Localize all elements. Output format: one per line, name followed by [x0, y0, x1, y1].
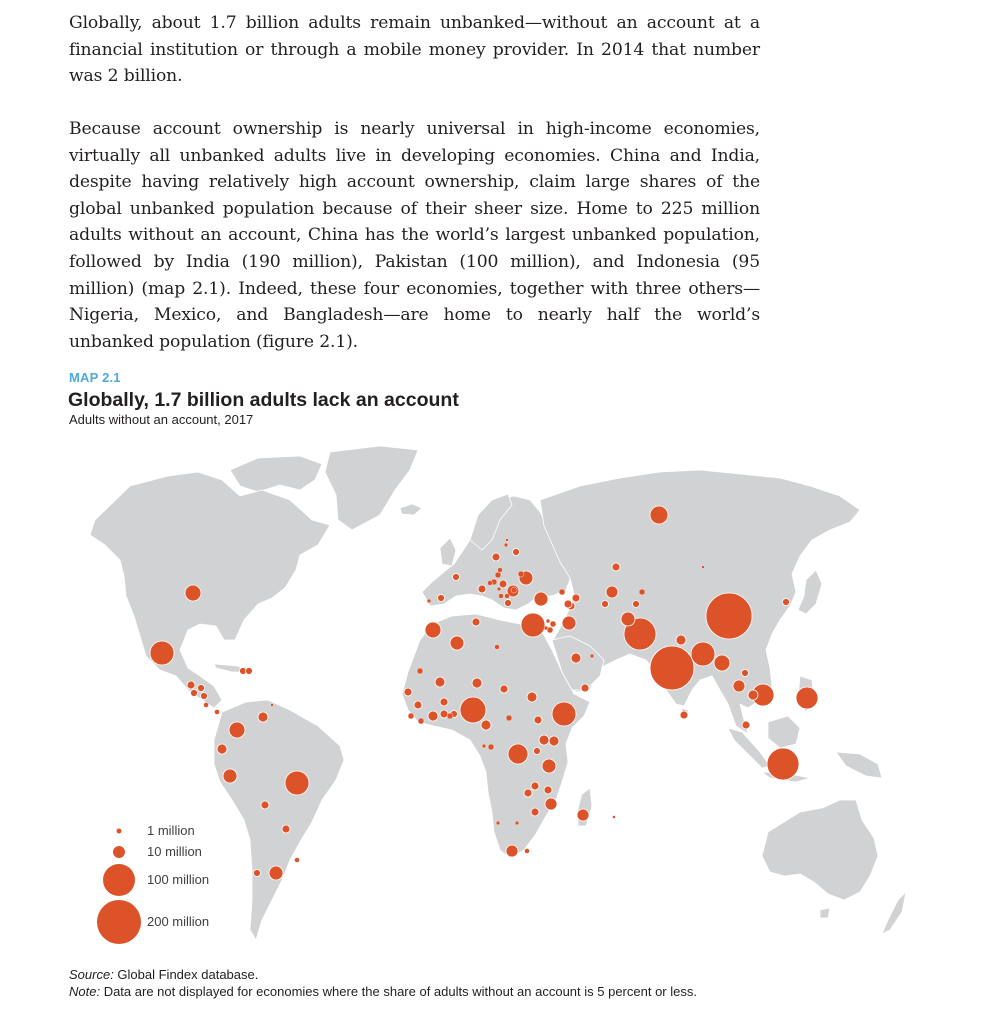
bubble-botswana — [515, 821, 519, 825]
source-text: Global Findex database. — [113, 967, 259, 982]
figure-label: MAP 2.1 — [69, 370, 121, 385]
bubble-angola — [524, 789, 532, 797]
bubble-italy — [478, 585, 486, 593]
bubble-el-salvador — [191, 690, 198, 697]
bubble-georgia — [559, 589, 565, 595]
source-label: Source: — [69, 967, 114, 982]
bubble-india — [650, 646, 694, 690]
bubble-chad — [500, 685, 508, 693]
bubble-niger — [472, 678, 482, 688]
bubble-macedonia — [505, 594, 510, 599]
bubble-guinea — [414, 701, 422, 709]
bubble-south-africa — [506, 845, 518, 857]
bubble-cameroon — [481, 720, 491, 730]
bubble-china — [706, 593, 752, 639]
land-masses — [90, 446, 906, 940]
bubble-france — [453, 574, 460, 581]
bubble-mongolia — [702, 566, 705, 569]
bubble-albania — [499, 594, 504, 599]
bubble-lebanon — [546, 619, 550, 623]
bubble-philippines — [796, 687, 818, 709]
bubble-turkmenistan — [602, 601, 609, 608]
iceland-shape — [400, 504, 422, 515]
bubble-madagascar — [577, 809, 589, 821]
australia-shape — [762, 800, 878, 900]
legend-label-200m: 200 million — [147, 914, 210, 929]
bubble-congo — [488, 744, 494, 750]
bubble-kazakhstan — [612, 563, 620, 571]
bubble-honduras — [198, 685, 205, 692]
legend-bubbles — [97, 829, 141, 945]
bubble-peru — [223, 769, 237, 783]
bubble-uzbekistan — [606, 586, 618, 598]
bubble-cote-d-ivoire — [428, 711, 438, 721]
bubble-uruguay — [295, 858, 300, 863]
bubble-portugal — [427, 599, 431, 603]
bubble-car — [506, 715, 512, 721]
bubble-spain — [438, 595, 445, 602]
bubble-afghanistan — [621, 612, 635, 626]
bubble-nepal — [676, 635, 686, 645]
bubble-egypt — [521, 613, 545, 637]
japan-shape — [798, 570, 822, 614]
intro-paragraph: Globally, about 1.7 billion adults remain unbanked—without an account at a financial institution or through a mobile money provider. In 2014 that number was 2 billion. — [69, 13, 760, 87]
bubble-colombia — [229, 722, 245, 738]
borneo-shape — [768, 716, 800, 748]
figure-note — [69, 984, 697, 999]
bubble-lesotho — [525, 849, 530, 854]
bubble-malawi — [544, 786, 552, 794]
bubble-yemen — [581, 684, 589, 692]
bubble-cambodia — [748, 690, 758, 700]
bubble-senegal — [404, 688, 412, 696]
bubble-liberia — [418, 718, 424, 724]
bubble-russia — [650, 506, 668, 524]
bubble-belarus — [513, 549, 520, 556]
bubble-laos — [742, 670, 749, 677]
sumatra-shape — [728, 728, 770, 768]
bubble-hungary — [495, 572, 501, 578]
bubble-costa-rica — [204, 703, 209, 708]
bubble-libya — [495, 645, 500, 650]
bubble-tajikistan — [633, 601, 640, 608]
bubble-namibia — [496, 821, 500, 825]
bubble-latvia — [506, 539, 509, 542]
bubble-slovakia — [498, 568, 503, 573]
legend-bubble-icon — [97, 900, 141, 944]
legend-bubble-icon — [103, 864, 135, 896]
bubble-tunisia — [472, 618, 480, 626]
legend-bubble-icon — [117, 829, 122, 834]
note-text: Data are not displayed for economies where the share of adults without an account is 5 percent or less. — [100, 984, 697, 999]
bubble-bulgaria — [511, 587, 517, 593]
bubble-morocco — [425, 622, 441, 638]
new-guinea-shape — [836, 752, 882, 778]
bubble-bolivia — [261, 801, 269, 809]
bubble-mali — [435, 677, 445, 687]
north-america-shape — [90, 472, 330, 708]
figure-source — [69, 967, 258, 982]
tasmania-shape — [820, 908, 830, 918]
bubble-mozambique — [545, 798, 557, 810]
bubble-poland — [492, 553, 500, 561]
bubble-togo — [447, 713, 453, 719]
bubble-rwanda — [534, 748, 541, 755]
bubble-kenya — [549, 736, 559, 746]
bubble-united-states — [185, 585, 201, 601]
bubble-thailand — [733, 680, 745, 692]
figure-title: Globally, 1.7 billion adults lack an account — [68, 389, 459, 411]
bubble-indonesia — [767, 748, 799, 780]
bubble-burkina-faso — [440, 698, 448, 706]
uk-shape — [440, 538, 456, 566]
bubble-nigeria — [460, 697, 486, 723]
bubble-ethiopia — [552, 702, 576, 726]
bubble-canada-venezuela — [258, 712, 268, 722]
bubble-syria — [550, 621, 556, 627]
bubble-dominican-rep- — [246, 668, 253, 675]
legend-label-10m: 10 million — [147, 844, 202, 859]
bubble-myanmar — [714, 655, 730, 671]
bubble-turkey — [534, 592, 548, 606]
bubble-greece — [505, 600, 512, 607]
bubble-lithuania — [504, 543, 508, 547]
bubble-gabon — [482, 744, 486, 748]
arctic-islands-shape — [230, 456, 322, 492]
bubble-serbia — [499, 580, 507, 588]
bubble-mexico — [150, 641, 174, 665]
bubble-bangladesh — [691, 642, 715, 666]
bubble-ecuador — [217, 744, 227, 754]
bubble-uganda — [539, 735, 549, 745]
bubble-saudi — [571, 653, 581, 663]
bubble-argentina — [269, 866, 283, 880]
greenland-shape — [325, 446, 418, 530]
bubble-sierra-leone — [408, 713, 414, 719]
legend-bubble-icon — [113, 846, 125, 858]
bubble-dr-congo — [508, 744, 528, 764]
body-paragraph: Because account ownership is nearly universal in high-income economies, virtually all unbanked adults live in developing economies. China and India, despite having relatively high account ownership, claim large shares of the global unbanked population because of their sheer size. Home to 225 million adults without an account, China has the world’s largest unbanked population, followed by India (190 million), Pakistan (100 million), and Indonesia (95 million) (map 2.1). Indeed, these four economies, together with three others—Nigeria, Mexico, and Bangladesh—are home to nearly half the world’s unbanked population (figure 2.1). — [69, 119, 760, 352]
bubble-sri-lanka — [680, 711, 688, 719]
bubble-trinidad — [271, 704, 274, 707]
bubble-panama — [215, 710, 220, 715]
new-zealand-shape — [882, 892, 906, 934]
bubble-ghana — [440, 710, 448, 718]
bubble-sudan — [527, 692, 537, 702]
bubble-algeria — [450, 636, 464, 650]
legend-label-1m: 1 million — [147, 823, 195, 838]
bubble-n-korea — [783, 599, 790, 606]
bubble-kyrgyzstan — [639, 589, 645, 595]
legend-label-100m: 100 million — [147, 872, 210, 887]
bubble-nicaragua — [201, 693, 208, 700]
bubble-tanzania — [542, 759, 556, 773]
bubble-azerbaijan — [572, 594, 580, 602]
bubble-oman-uae — [590, 654, 594, 658]
bubble-moldova — [518, 571, 524, 577]
bubble-croatia — [488, 581, 493, 586]
note-label: Note: — [69, 984, 101, 999]
bubble-mauritania — [417, 668, 423, 674]
bubble-chile — [254, 870, 261, 877]
bubble-brazil — [285, 771, 309, 795]
bubble-south-sudan — [534, 716, 542, 724]
bubble-armenia — [564, 600, 572, 608]
bubble-montenegro — [497, 587, 501, 591]
bubble-zambia — [531, 782, 539, 790]
figure-subtitle: Adults without an account, 2017 — [69, 412, 254, 427]
bubble-iran — [562, 616, 576, 630]
bubble-guatemala — [187, 681, 195, 689]
bubble-west-bank — [544, 626, 548, 630]
bubble-mauritius — [613, 816, 616, 819]
bubble-zimbabwe — [531, 808, 539, 816]
bubble-malaysia — [742, 721, 750, 729]
bubble-paraguay — [282, 825, 290, 833]
